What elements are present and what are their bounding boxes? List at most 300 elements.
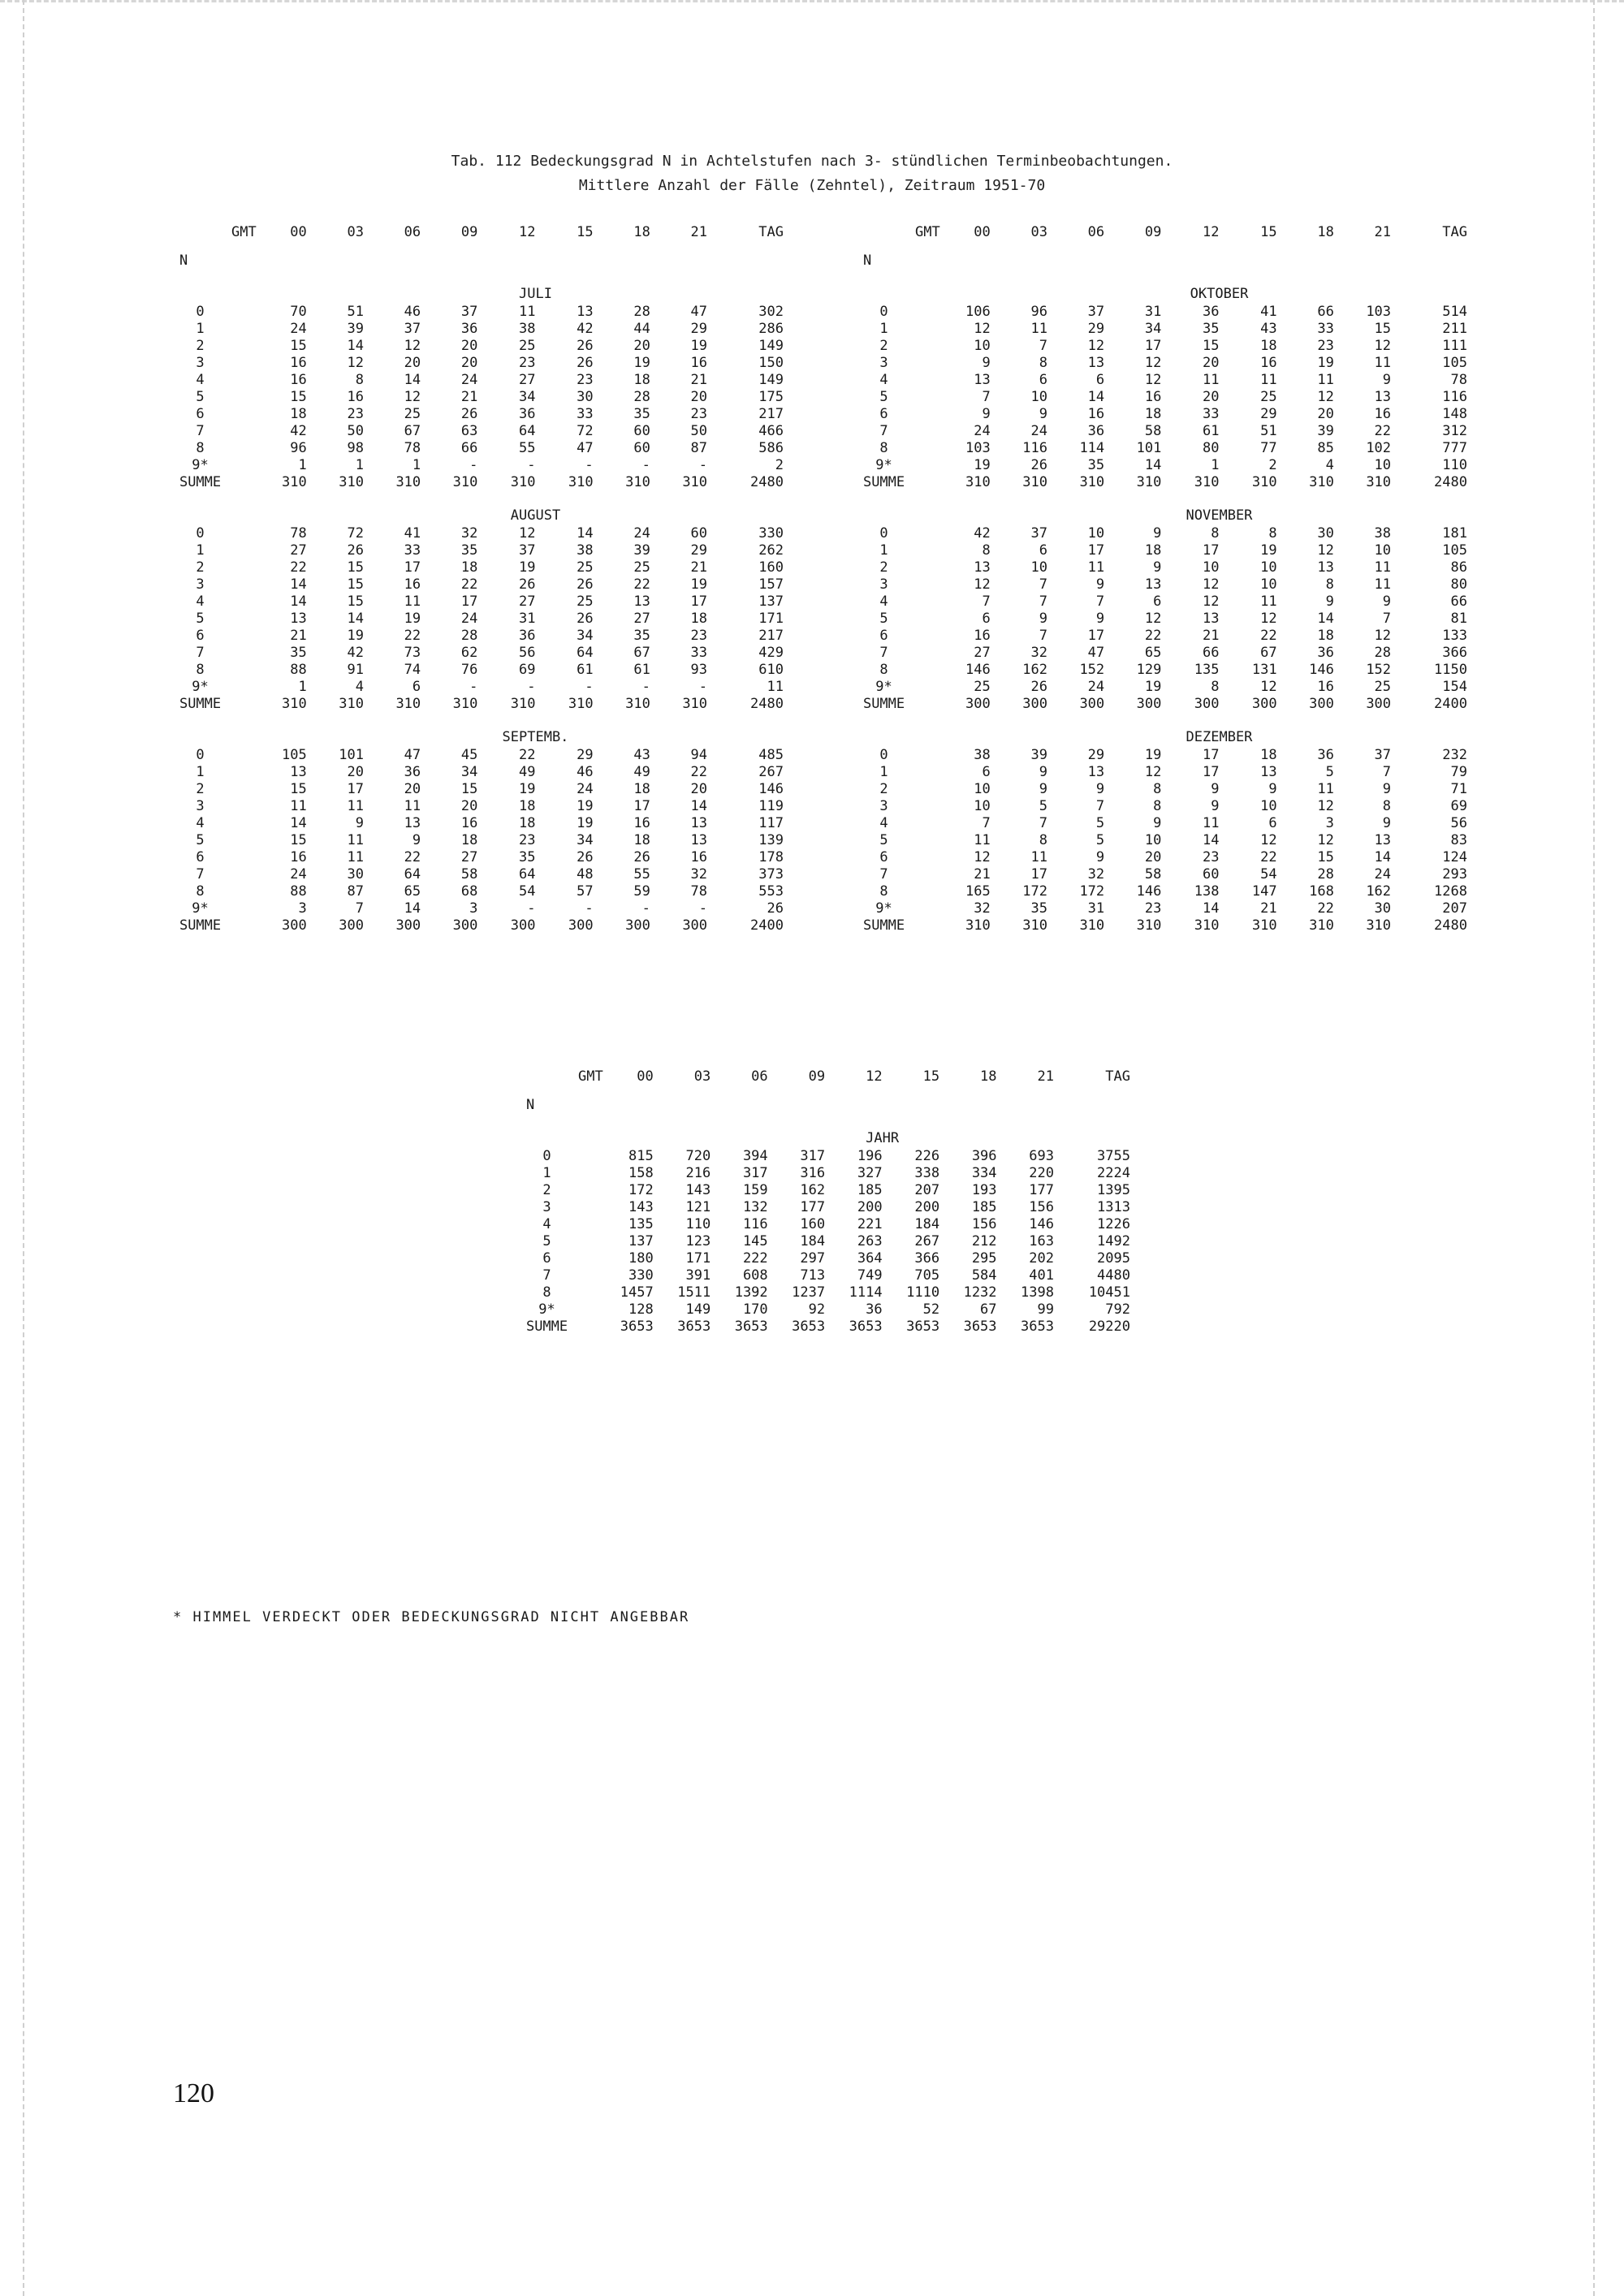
count-cell: 300 <box>395 917 421 934</box>
count-cell: 8 <box>982 542 991 559</box>
table-row <box>857 576 1467 593</box>
count-cell: 749 <box>857 1267 883 1284</box>
table-row <box>857 747 1467 764</box>
count-cell: 12 <box>1260 611 1277 627</box>
count-cell: 116 <box>1022 440 1047 456</box>
count-cell: 20 <box>690 781 708 797</box>
count-cell: 6 <box>412 679 421 695</box>
n-value: 5 <box>196 611 205 627</box>
count-cell: 18 <box>1260 338 1277 354</box>
count-cell: 60 <box>633 423 650 439</box>
total-cell: 116 <box>1442 389 1467 405</box>
n-value: SUMME <box>525 1318 568 1335</box>
count-cell: 16 <box>460 815 478 831</box>
count-cell: 41 <box>404 525 421 542</box>
count-cell: 17 <box>1203 542 1220 559</box>
count-cell: 143 <box>685 1182 711 1198</box>
count-cell: 310 <box>395 474 421 490</box>
table-row <box>173 645 784 662</box>
hour-header: 18 <box>633 224 650 240</box>
count-cell: 4 <box>1325 457 1334 473</box>
scan-left-edge <box>23 0 24 2296</box>
table-row <box>173 406 784 423</box>
table-row <box>520 1165 1130 1182</box>
count-cell: 1 <box>412 457 421 473</box>
count-cell: 13 <box>974 372 991 388</box>
count-cell: 13 <box>1087 355 1105 371</box>
n-value: 5 <box>879 389 888 405</box>
count-cell: 165 <box>965 883 991 900</box>
count-cell: 12 <box>1144 611 1162 627</box>
n-value: 1 <box>879 542 888 559</box>
count-cell: 156 <box>971 1216 997 1232</box>
n-value: 6 <box>542 1250 551 1267</box>
count-cell: 42 <box>974 525 991 542</box>
table-row <box>520 1233 1130 1250</box>
count-cell: 12 <box>347 355 364 371</box>
count-cell: 37 <box>519 542 536 559</box>
count-cell: 15 <box>460 781 478 797</box>
count-cell: 9 <box>982 355 991 371</box>
count-cell: 1 <box>298 457 307 473</box>
table-right-column <box>857 224 1467 934</box>
count-cell: 16 <box>404 576 421 593</box>
count-cell: 2 <box>1268 457 1277 473</box>
count-cell: 22 <box>633 576 650 593</box>
total-cell: 2480 <box>750 696 784 712</box>
count-cell: 20 <box>1317 406 1334 422</box>
count-cell: 63 <box>460 423 478 439</box>
n-value: 8 <box>879 883 888 900</box>
count-cell: 47 <box>577 440 594 456</box>
count-cell: 17 <box>404 559 421 576</box>
n-value: 8 <box>196 883 205 900</box>
count-cell: - <box>469 679 478 695</box>
total-cell: 78 <box>1450 372 1467 388</box>
count-cell: 180 <box>628 1250 654 1267</box>
count-cell: 200 <box>914 1199 940 1215</box>
count-cell: 11 <box>1260 593 1277 610</box>
count-cell: 33 <box>1317 321 1334 337</box>
count-cell: 103 <box>965 440 991 456</box>
count-cell: 300 <box>1079 696 1105 712</box>
count-cell: 101 <box>1136 440 1162 456</box>
count-cell: 146 <box>1309 662 1334 678</box>
count-cell: 135 <box>1194 662 1220 678</box>
table-row <box>173 832 784 849</box>
table-row <box>173 355 784 372</box>
count-cell: 18 <box>1260 747 1277 763</box>
count-cell: 59 <box>633 883 650 900</box>
count-cell: 300 <box>1366 696 1392 712</box>
count-cell: 70 <box>290 304 307 320</box>
count-cell: 7 <box>1039 338 1047 354</box>
count-cell: 69 <box>519 662 536 678</box>
count-cell: 7 <box>1095 593 1105 610</box>
count-cell: 13 <box>404 815 421 831</box>
count-cell: 6 <box>1153 593 1162 610</box>
count-cell: 7 <box>1382 611 1392 627</box>
count-cell: 1114 <box>849 1284 883 1301</box>
count-cell: - <box>698 679 708 695</box>
count-cell: 9 <box>1039 611 1047 627</box>
total-cell: 2480 <box>1434 917 1467 934</box>
count-cell: 1237 <box>792 1284 826 1301</box>
table-row <box>173 542 784 559</box>
n-value: SUMME <box>179 917 222 934</box>
count-cell: 14 <box>1203 832 1220 848</box>
count-cell: 7 <box>1039 815 1047 831</box>
count-cell: 9 <box>1095 849 1105 865</box>
n-value: 1 <box>879 764 888 780</box>
count-cell: 54 <box>1260 866 1277 883</box>
count-cell: 15 <box>290 338 307 354</box>
hour-header: 21 <box>1374 224 1392 240</box>
count-cell: 338 <box>914 1165 940 1181</box>
total-cell: 2400 <box>750 917 784 934</box>
count-cell: 132 <box>742 1199 768 1215</box>
hour-header: 18 <box>980 1068 997 1085</box>
count-cell: 61 <box>577 662 594 678</box>
n-value: 3 <box>879 576 888 593</box>
count-cell: 334 <box>971 1165 997 1181</box>
total-cell: 485 <box>758 747 784 763</box>
count-cell: 22 <box>290 559 307 576</box>
total-cell: 514 <box>1442 304 1467 320</box>
count-cell: 35 <box>1087 457 1105 473</box>
count-cell: 20 <box>404 781 421 797</box>
n-value: 8 <box>879 440 888 456</box>
count-cell: 51 <box>1260 423 1277 439</box>
count-cell: 15 <box>1374 321 1392 337</box>
n-value: SUMME <box>179 696 222 712</box>
table-row <box>857 440 1467 457</box>
count-cell: 42 <box>577 321 594 337</box>
count-cell: 300 <box>1136 696 1162 712</box>
count-cell: 15 <box>1203 338 1220 354</box>
count-cell: 26 <box>460 406 478 422</box>
count-cell: 25 <box>404 406 421 422</box>
hour-header: 00 <box>637 1068 654 1085</box>
count-cell: 20 <box>404 355 421 371</box>
n-value: 7 <box>542 1267 551 1284</box>
total-header: TAG <box>758 224 784 240</box>
table-row <box>857 832 1467 849</box>
n-value: 9* <box>192 457 209 473</box>
count-cell: - <box>698 457 708 473</box>
count-cell: 310 <box>568 474 594 490</box>
count-cell: 391 <box>685 1267 711 1284</box>
table-row <box>857 304 1467 321</box>
count-cell: 28 <box>633 389 650 405</box>
count-cell: 12 <box>1203 576 1220 593</box>
table-row <box>857 900 1467 917</box>
count-cell: 33 <box>1203 406 1220 422</box>
month-name: SEPTEMB. <box>502 728 569 745</box>
count-cell: 220 <box>1029 1165 1054 1181</box>
count-cell: 60 <box>690 525 708 542</box>
count-cell: 38 <box>1374 525 1392 542</box>
month-name: NOVEMBER <box>1186 507 1253 524</box>
count-cell: 17 <box>633 798 650 814</box>
count-cell: 4 <box>355 679 364 695</box>
n-value: SUMME <box>862 696 905 712</box>
count-cell: 60 <box>1203 866 1220 883</box>
count-cell: 110 <box>685 1216 711 1232</box>
count-cell: 27 <box>974 645 991 661</box>
n-value: 7 <box>879 423 888 439</box>
count-cell: 14 <box>404 900 421 917</box>
count-cell: 330 <box>628 1267 654 1284</box>
count-cell: 13 <box>1203 611 1220 627</box>
gmt-header <box>520 1068 654 1085</box>
count-cell: 60 <box>633 440 650 456</box>
n-value: 6 <box>879 406 888 422</box>
count-cell: 27 <box>519 372 536 388</box>
total-cell: 149 <box>758 372 784 388</box>
count-cell: 12 <box>1317 832 1334 848</box>
count-cell: 77 <box>1260 440 1277 456</box>
count-cell: 310 <box>1309 917 1334 934</box>
count-cell: 7 <box>982 815 991 831</box>
count-cell: 156 <box>1029 1199 1054 1215</box>
count-cell: 65 <box>1144 645 1162 661</box>
count-cell: 12 <box>1374 338 1392 354</box>
count-cell: 5 <box>1095 832 1105 848</box>
count-cell: 162 <box>1022 662 1047 678</box>
count-cell: 45 <box>460 747 478 763</box>
count-cell: 14 <box>1374 849 1392 865</box>
count-cell: 25 <box>1374 679 1392 695</box>
count-cell: 1 <box>298 679 307 695</box>
count-cell: 14 <box>290 576 307 593</box>
count-cell: 17 <box>1203 747 1220 763</box>
count-cell: 26 <box>577 355 594 371</box>
count-cell: 263 <box>857 1233 883 1249</box>
total-cell: 71 <box>1450 781 1467 797</box>
count-cell: 1110 <box>906 1284 940 1301</box>
n-header: N <box>179 252 188 269</box>
n-value: 7 <box>196 866 205 883</box>
table-row <box>857 883 1467 900</box>
month-name: AUGUST <box>510 507 561 524</box>
table-row <box>857 679 1467 696</box>
count-cell: 12 <box>404 389 421 405</box>
count-cell: 212 <box>971 1233 997 1249</box>
count-cell: 14 <box>1203 900 1220 917</box>
total-cell: 366 <box>1442 645 1467 661</box>
count-cell: 78 <box>690 883 708 900</box>
n-value: 6 <box>196 406 205 422</box>
count-cell: 146 <box>965 662 991 678</box>
count-cell: 18 <box>519 815 536 831</box>
count-cell: 21 <box>290 628 307 644</box>
count-cell: 36 <box>1317 645 1334 661</box>
count-cell: 9 <box>355 815 364 831</box>
count-cell: 128 <box>628 1301 654 1318</box>
count-cell: 26 <box>1030 457 1047 473</box>
count-cell: 185 <box>971 1199 997 1215</box>
count-cell: 13 <box>633 593 650 610</box>
total-cell: 293 <box>1442 866 1467 883</box>
month-block <box>520 1114 1130 1336</box>
n-value: 2 <box>542 1182 551 1198</box>
count-cell: 24 <box>577 781 594 797</box>
count-cell: 19 <box>1144 679 1162 695</box>
n-header: N <box>863 252 872 269</box>
count-cell: 11 <box>1030 321 1047 337</box>
count-cell: 11 <box>404 798 421 814</box>
count-cell: 22 <box>460 576 478 593</box>
count-cell: 310 <box>452 474 478 490</box>
total-cell: 117 <box>758 815 784 831</box>
count-cell: 8 <box>1211 679 1220 695</box>
total-cell: 1313 <box>1097 1199 1130 1215</box>
count-cell: 18 <box>460 559 478 576</box>
count-cell: 9 <box>1325 593 1334 610</box>
count-cell: 34 <box>577 832 594 848</box>
total-cell: 29220 <box>1088 1318 1130 1335</box>
count-cell: 25 <box>974 679 991 695</box>
count-cell: 13 <box>690 832 708 848</box>
month-block <box>173 491 784 713</box>
count-cell: 3 <box>1325 815 1334 831</box>
n-value: 2 <box>196 781 205 797</box>
count-cell: 78 <box>290 525 307 542</box>
count-cell: 1232 <box>963 1284 997 1301</box>
count-cell: 1392 <box>734 1284 768 1301</box>
count-cell: 158 <box>628 1165 654 1181</box>
total-cell: 160 <box>758 559 784 576</box>
count-cell: 14 <box>290 815 307 831</box>
count-cell: 19 <box>1317 355 1334 371</box>
count-cell: 62 <box>460 645 478 661</box>
count-cell: 26 <box>347 542 364 559</box>
total-cell: 1268 <box>1434 883 1467 900</box>
table-row <box>173 696 784 713</box>
n-value: 8 <box>542 1284 551 1301</box>
count-cell: 11 <box>1087 559 1105 576</box>
count-cell: 13 <box>974 559 991 576</box>
table-row <box>173 304 784 321</box>
total-cell: 2480 <box>750 474 784 490</box>
count-cell: 49 <box>519 764 536 780</box>
count-cell: 76 <box>460 662 478 678</box>
count-cell: 26 <box>633 849 650 865</box>
table-row <box>173 815 784 832</box>
count-cell: 23 <box>577 372 594 388</box>
table-row <box>173 423 784 440</box>
table-row <box>520 1182 1130 1199</box>
count-cell: 12 <box>1374 628 1392 644</box>
table-row <box>173 525 784 542</box>
count-cell: 137 <box>628 1233 654 1249</box>
count-cell: 196 <box>857 1148 883 1164</box>
count-cell: 15 <box>290 389 307 405</box>
count-cell: 72 <box>347 525 364 542</box>
count-cell: 10 <box>974 781 991 797</box>
count-cell: 310 <box>625 474 650 490</box>
hour-header: 09 <box>1144 224 1162 240</box>
count-cell: 38 <box>577 542 594 559</box>
count-cell: 114 <box>1079 440 1105 456</box>
count-cell: 129 <box>1136 662 1162 678</box>
gmt-label: GMT <box>915 224 940 240</box>
count-cell: 28 <box>460 628 478 644</box>
count-cell: 9 <box>1095 781 1105 797</box>
count-cell: 9 <box>1211 781 1220 797</box>
count-cell: 23 <box>1144 900 1162 917</box>
count-cell: 8 <box>1153 798 1162 814</box>
count-cell: 10 <box>974 798 991 814</box>
count-cell: 9 <box>412 832 421 848</box>
count-cell: 38 <box>974 747 991 763</box>
total-cell: 149 <box>758 338 784 354</box>
count-cell: 11 <box>404 593 421 610</box>
hour-header: 21 <box>1037 1068 1054 1085</box>
table-row <box>857 338 1467 355</box>
count-cell: 1 <box>1211 457 1220 473</box>
count-cell: 15 <box>347 559 364 576</box>
count-cell: 32 <box>1087 866 1105 883</box>
count-cell: 168 <box>1309 883 1334 900</box>
table-row <box>520 1216 1130 1233</box>
count-cell: 10 <box>1260 559 1277 576</box>
count-cell: 19 <box>1144 747 1162 763</box>
count-cell: 68 <box>460 883 478 900</box>
count-cell: 15 <box>1317 849 1334 865</box>
count-cell: 21 <box>974 866 991 883</box>
count-cell: 310 <box>1022 917 1047 934</box>
n-value: 9* <box>192 900 209 917</box>
count-cell: 24 <box>290 866 307 883</box>
total-cell: 137 <box>758 593 784 610</box>
count-cell: 13 <box>1087 764 1105 780</box>
count-cell: 720 <box>685 1148 711 1164</box>
count-cell: 64 <box>519 423 536 439</box>
count-cell: 8 <box>1153 781 1162 797</box>
table-row <box>520 1318 1130 1336</box>
count-cell: 177 <box>1029 1182 1054 1198</box>
count-cell: - <box>585 679 594 695</box>
count-cell: 7 <box>982 389 991 405</box>
n-value: 5 <box>879 832 888 848</box>
count-cell: 146 <box>1029 1216 1054 1232</box>
count-cell: 38 <box>519 321 536 337</box>
count-cell: 35 <box>519 849 536 865</box>
count-cell: 177 <box>800 1199 826 1215</box>
count-cell: 20 <box>347 764 364 780</box>
count-cell: 11 <box>1317 372 1334 388</box>
count-cell: 91 <box>347 662 364 678</box>
total-cell: 175 <box>758 389 784 405</box>
table-row <box>857 917 1467 934</box>
count-cell: 13 <box>290 764 307 780</box>
n-value: 9* <box>538 1301 555 1318</box>
count-cell: 366 <box>914 1250 940 1267</box>
n-value: 1 <box>196 542 205 559</box>
total-cell: 83 <box>1450 832 1467 848</box>
table-row <box>173 474 784 491</box>
count-cell: 58 <box>1144 866 1162 883</box>
table-row <box>173 338 784 355</box>
count-cell: 20 <box>460 355 478 371</box>
count-cell: 25 <box>577 559 594 576</box>
month-name: JAHR <box>866 1129 900 1146</box>
scan-right-edge <box>1593 0 1595 2296</box>
count-cell: 47 <box>1087 645 1105 661</box>
count-cell: 170 <box>742 1301 768 1318</box>
